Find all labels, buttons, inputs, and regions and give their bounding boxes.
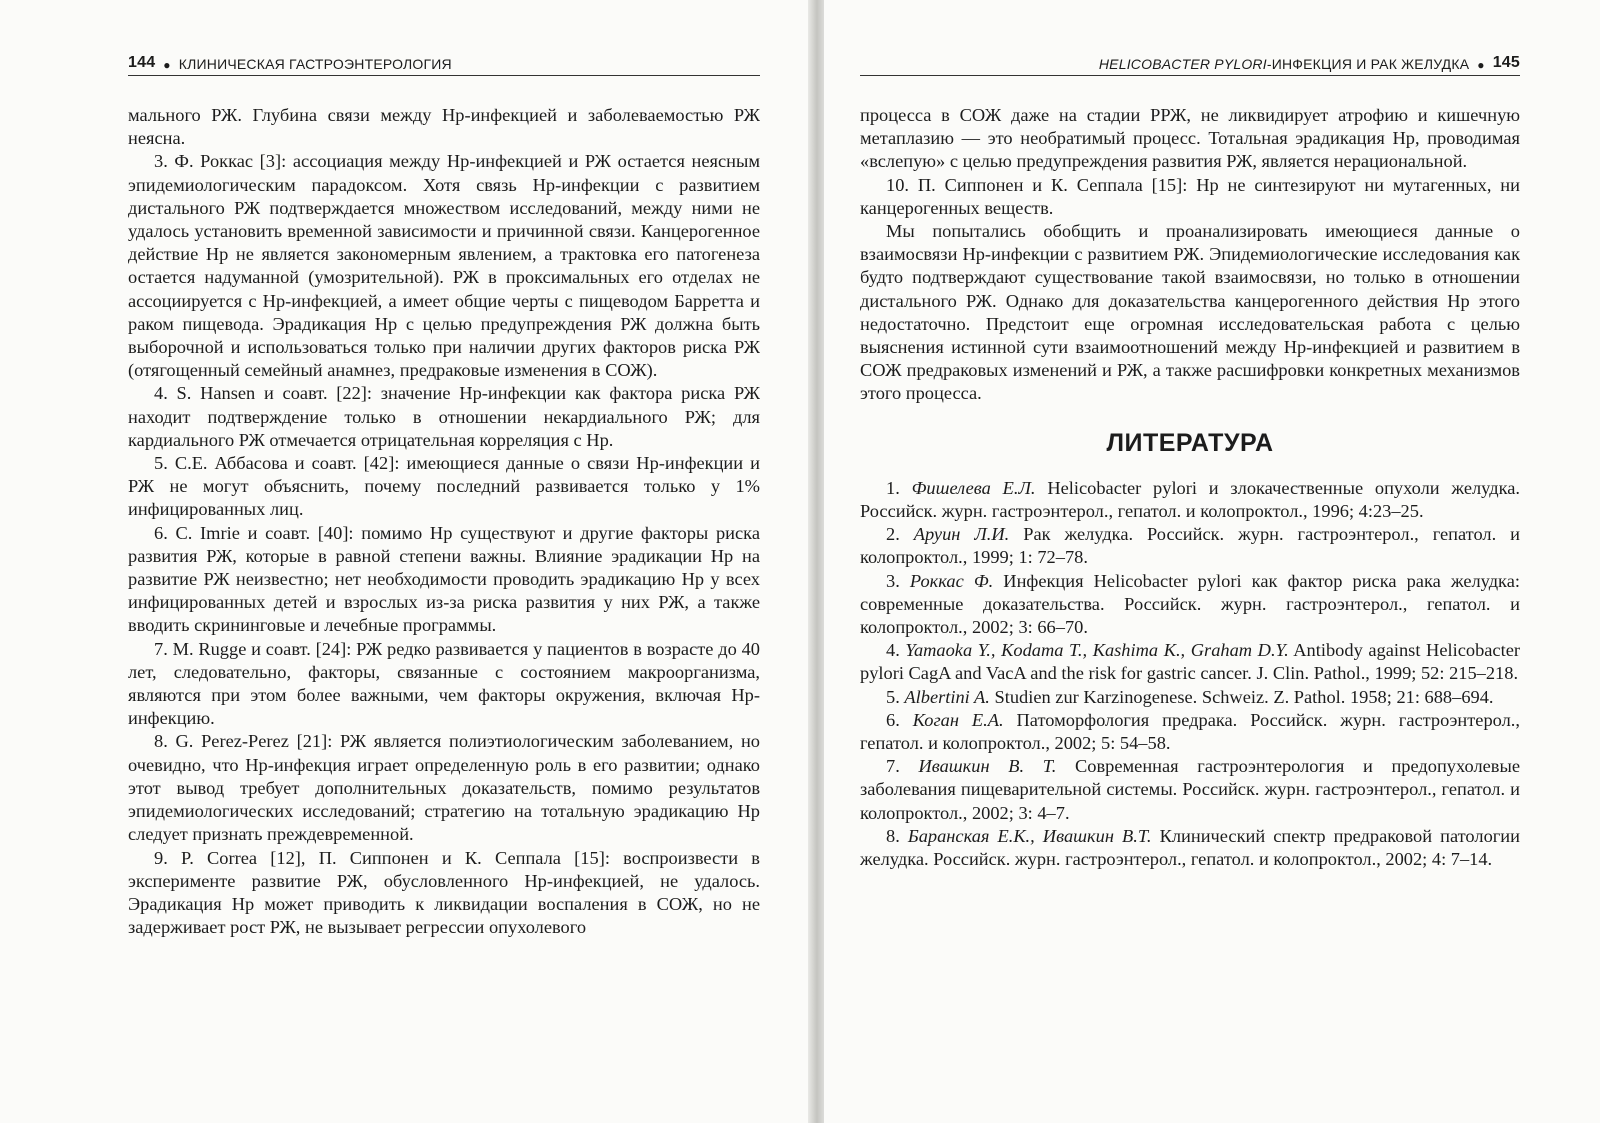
reference-item xyxy=(860,570,1520,640)
running-head-italic: HELICOBACTER PYLORI xyxy=(1098,56,1267,72)
reference-authors: Albertini A. xyxy=(904,686,990,707)
paragraph: 7. M. Rugge и соавт. [24]: РЖ редко развивается у пациентов в возрасте до 40 лет, следовательно, факторы, связанные с состоянием макроорганизма, являются при этом более важными, чем факторы окружения, включая Нр-инфекцию. xyxy=(128,638,760,729)
reference-text: Патоморфология предрака. Российск. журн. гастроэнтерол., гепатол. и колопроктол., 2002; 5: 54–58. xyxy=(860,709,1520,754)
reference-number: 7. xyxy=(886,756,900,777)
reference-authors: Коган Е.А. xyxy=(912,709,1004,730)
paragraph: 8. G. Perez-Perez [21]: РЖ является полиэтиологическим заболеванием, но очевидно, что Нр-инфекция играет определенную роль в его развитии; однако этот вывод требует дополнительных доказательств, помимо результатов эпидемиологических исследований; стратегию на тотальную эрадикацию Нр следует признать преждевременной. xyxy=(128,731,760,845)
reference-text: Рак желудка. Российск. журн. гастроэнтерол., гепатол. и колопроктол., 1999; 1: 72–78. xyxy=(860,524,1520,568)
reference-item xyxy=(860,639,1520,685)
reference-number: 2. xyxy=(886,524,900,545)
reference-number: 6. xyxy=(886,709,900,730)
page-number: 144 xyxy=(128,54,156,71)
reference-number: 1. xyxy=(886,477,900,498)
reference-text: Antibody against Helicobacter pylori CagA and VacA and the risk for gastric cancer. J. Clin. Pathol., 1999; 52: 215–218. xyxy=(860,640,1520,684)
paragraph: мального РЖ. Глубина связи между Нр-инфекцией и заболеваемостью РЖ неясна. xyxy=(128,105,760,149)
reference-text: Studien zur Karzinogenese. Schweiz. Z. Pathol. 1958; 21: 688–694. xyxy=(994,686,1494,707)
reference-text: Современная гастроэнтерология и предопухолевые заболевания пищеварительной системы. Российск. журн. гастроэнтерол., гепатол. и колопроктол., 2002; 3: 4–7. xyxy=(860,756,1520,823)
reference-item xyxy=(860,825,1520,871)
reference-authors: Баранская Е.К., Ивашкин В.Т. xyxy=(907,825,1152,846)
reference-authors: Аруин Л.И. xyxy=(913,524,1010,545)
running-head-right xyxy=(860,52,1520,76)
reference-item xyxy=(860,686,1520,709)
paragraph: Мы попытались обобщить и проанализировать имеющиеся данные о взаимосвязи Нр-инфекции с развитием РЖ. Эпидемиологические исследования как будто подтверждают существование такой взаимосвязи, но только в отношении дистального РЖ. Однако для доказательства канцерогенного действия Нр этого недостаточно. Предстоит еще огромная исследовательская работа с целью выяснения истинной сути взаимоотношений между Нр-инфекцией и развитием в СОЖ предраковых изменений и РЖ, а также расшифровки конкретных механизмов этого процесса. xyxy=(860,221,1520,404)
running-head-left xyxy=(128,52,760,76)
running-head-title: КЛИНИЧЕСКАЯ ГАСТРОЭНТЕРОЛОГИЯ xyxy=(178,56,452,72)
paragraph: 5. С.Е. Аббасова и соавт. [42]: имеющиеся данные о связи Нр-инфекции и РЖ не могут объяснить, почему последний развивается только у 1% инфицированных лиц. xyxy=(128,453,760,520)
reference-authors: Роккас Ф. xyxy=(909,570,994,591)
bullet-separator: ● xyxy=(1477,58,1485,72)
page-number: 145 xyxy=(1492,54,1520,71)
right-page xyxy=(824,0,1600,1123)
reference-number: 4. xyxy=(886,640,900,661)
paragraph: 4. S. Hansen и соавт. [22]: значение Нр-инфекции как фактора риска РЖ находит подтверждение только в отношении некардиального РЖ; для кардиального РЖ отмечается отрицательная корреляция с Нр. xyxy=(128,383,760,450)
reference-text: Helicobacter pylori и злокачественные опухоли желудка. Российск. журн. гастроэнтерол., гепатол. и колопроктол., 1996; 4:23–25. xyxy=(860,477,1520,522)
paragraph: 6. С. Imrie и соавт. [40]: помимо Нр существуют и другие факторы риска развития РЖ, которые в равной степени важны. Влияние эрадикации Нр на развитие РЖ неизвестно; нет необходимости проводить эрадикацию Нр у всех инфицированных детей и взрослых из-за риска развития у них РЖ, а также вводить скрининговые и лечебные программы. xyxy=(128,522,760,636)
reference-number: 5. xyxy=(886,686,900,707)
paragraph: 9. P. Correa [12], П. Сиппонен и К. Сеппала [15]: воспроизвести в эксперименте развитие РЖ, обусловленного Нр-инфекцией, не удалось. Эрадикация Нр может приводить к ликвидации воспаления в СОЖ, но не задерживает рост РЖ, не вызывает регрессии опухолевого xyxy=(128,847,760,938)
reference-number: 3. xyxy=(886,570,900,591)
reference-item xyxy=(860,523,1520,569)
bullet-separator: ● xyxy=(163,58,171,72)
reference-item xyxy=(860,755,1520,825)
left-text-column xyxy=(128,104,760,939)
section-title: ЛИТЕРАТУРА xyxy=(1106,428,1274,457)
reference-list xyxy=(860,477,1520,871)
reference-authors: Фишелева Е.Л. xyxy=(911,477,1036,498)
paragraph: 3. Ф. Роккас [3]: ассоциация между Нр-инфекцией и РЖ остается неясным эпидемиологическим парадоксом. Хотя связь Нр-инфекции с развитием дистального РЖ подтверждается множеством исследований, между ними не удалось установить временной зависимости и причинной связи. Канцерогенное действие Нр не является закономерным явлением, а трактовка его патогенеза остается надуманной (умозрительной). РЖ в проксимальных его отделах не ассоциируется с Нр-инфекцией, а имеет общие черты с пищеводом Барретта и раком пищевода. Эрадикация Нр с целью предупреждения РЖ должна быть выборочной и использоваться только при наличии других факторов риска РЖ (отягощенный семейный анамнез, предраковые изменения в СОЖ). xyxy=(128,151,760,381)
reference-authors: Yamaoka Y., Kodama T., Kashima K., Graham D.Y. xyxy=(905,640,1289,661)
reference-item xyxy=(860,477,1520,523)
book-gutter xyxy=(808,0,824,1123)
paragraph: 10. П. Сиппонен и К. Сеппала [15]: Нр не синтезируют ни мутагенных, ни канцерогенных веществ. xyxy=(860,174,1520,218)
reference-item xyxy=(860,709,1520,755)
reference-text: Инфекция Helicobacter pylori как фактор риска рака желудка: современные доказательства. Российск. журн. гастроэнтерол., гепатол. и колопроктол., 2002; 3: 66–70. xyxy=(860,570,1520,638)
running-head-title: -ИНФЕКЦИЯ И РАК ЖЕЛУДКА xyxy=(1266,56,1470,72)
right-text-column xyxy=(860,104,1520,871)
paragraph: процесса в СОЖ даже на стадии РРЖ, не ликвидирует атрофию и кишечную метаплазию — это необратимый процесс. Тотальная эрадикация Нр, проводимая «вслепую» с целью предупреждения развития РЖ, является нерациональной. xyxy=(860,105,1520,172)
reference-number: 8. xyxy=(886,825,900,846)
reference-text: Клинический спектр предраковой патологии желудка. Российск. журн. гастроэнтерол., гепатол. и колопроктол., 2002; 4: 7–14. xyxy=(860,825,1520,870)
reference-authors: Ивашкин В. Т. xyxy=(918,756,1057,777)
